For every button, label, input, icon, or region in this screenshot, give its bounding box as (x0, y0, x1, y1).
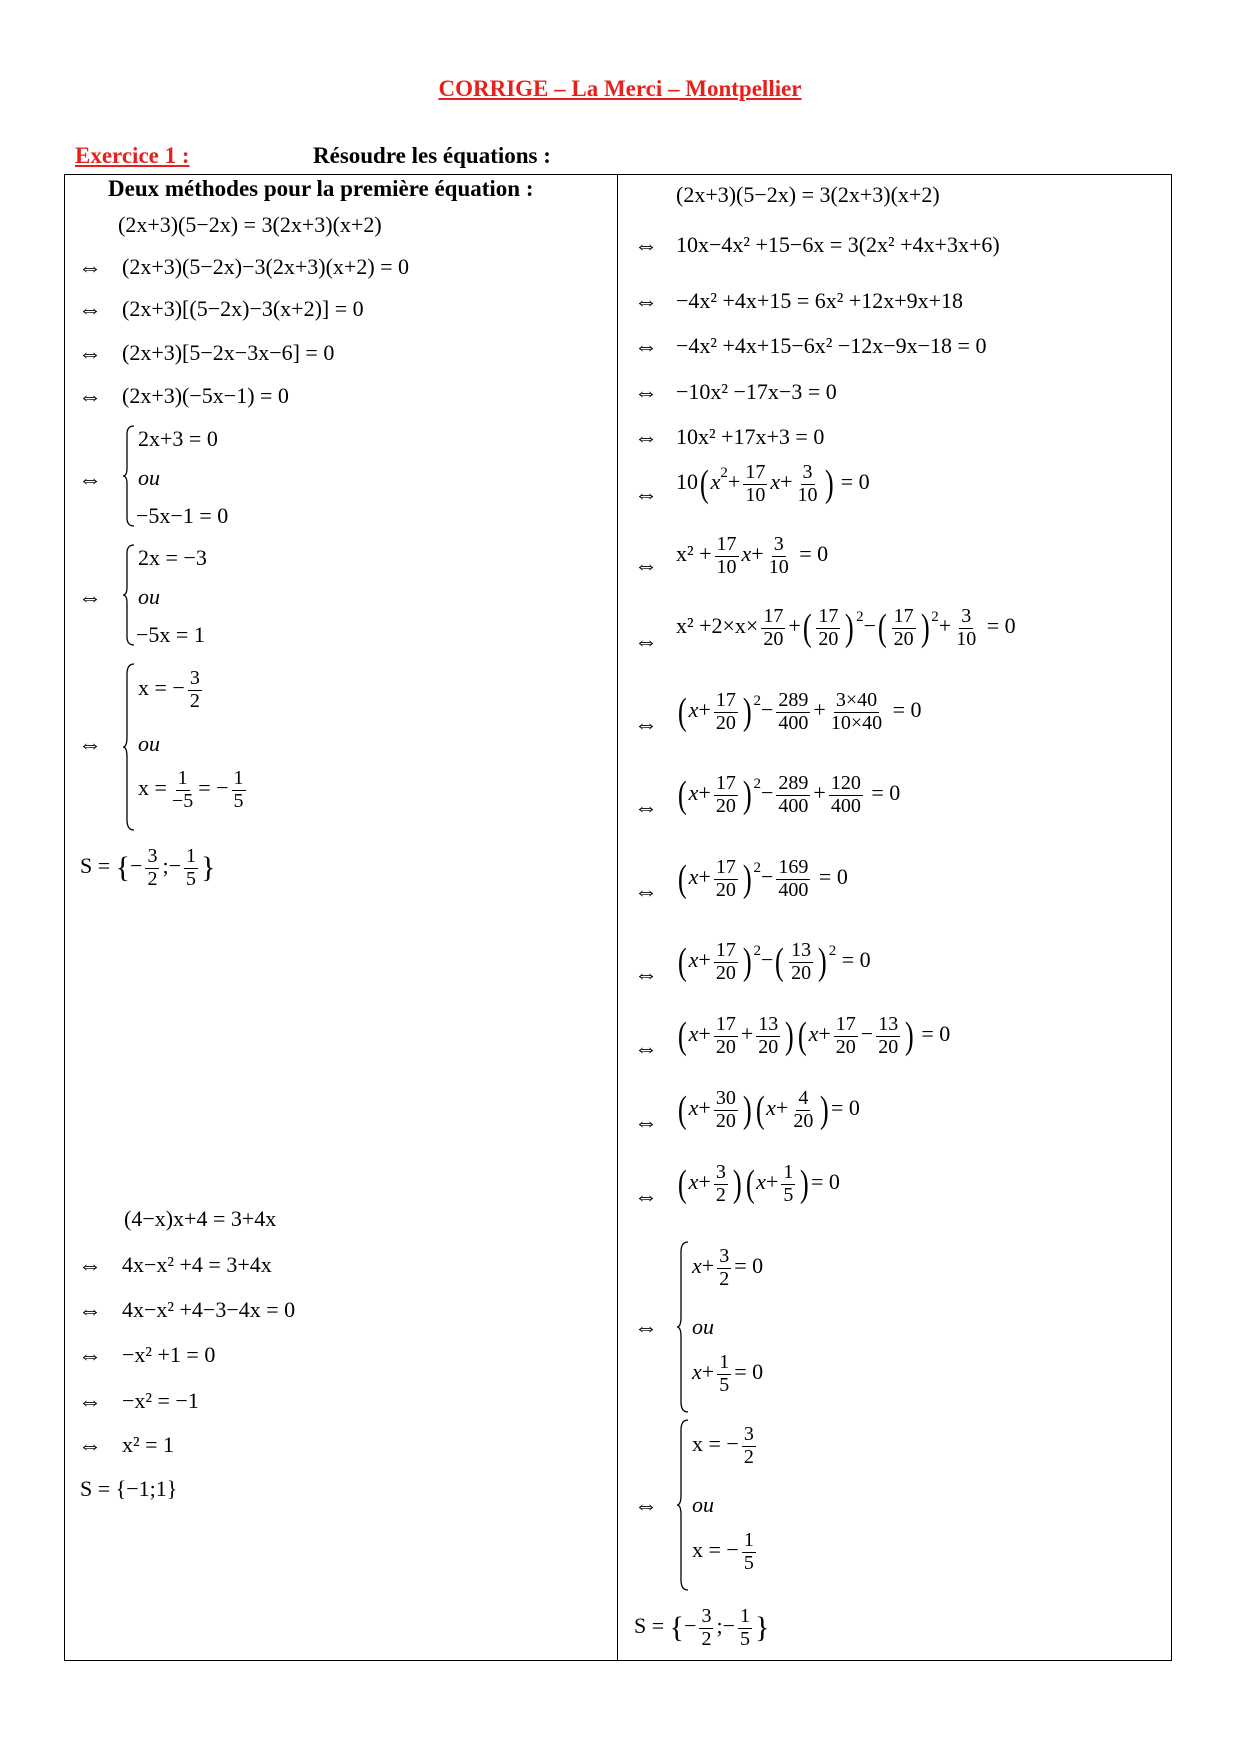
equiv-symbol: ⇔ (634, 233, 658, 259)
equiv-symbol: ⇔ (634, 482, 658, 508)
fraction: $\frac{3}{2}$ (189, 667, 200, 712)
left-eq2-line-3: 4x−x² +4−3−4x = 0 (122, 1297, 296, 1322)
equiv-symbol: ⇔ (634, 879, 658, 905)
equiv-symbol: ⇔ (634, 629, 658, 655)
left-eq2-line-1: (4−x)x+4 = 3+4x (124, 1206, 277, 1231)
left-eq2-line-2: 4x−x² +4 = 3+4x (122, 1252, 272, 1277)
right-line-11: (x+ $\frac{17}{20}$ ) $^2$− $\frac{289}{400}$ + $\frac{120}{400}$ = 0 (677, 772, 901, 817)
right-line-2: 10x−4x² +15−6x = 3(2x² +4x+3x+6) (676, 232, 1000, 257)
exercise-task: Résoudre les équations : (313, 143, 551, 168)
right-line-1: (2x+3)(5−2x) = 3(2x+3)(x+2) (676, 182, 940, 207)
right-line-15: (x+ $\frac{30}{20}$ )(x+ $\frac{4}{20}$ )= 0 (677, 1087, 860, 1132)
equiv-symbol: ⇔ (634, 380, 658, 406)
system-1-line-b: −5x−1 = 0 (136, 503, 229, 528)
fraction: $\frac{1}{-5}$ (171, 767, 194, 812)
right-line-12: (x+ $\frac{17}{20}$ ) $^2$− $\frac{169}{400}$ = 0 (677, 856, 848, 901)
right-solution: S = {− $\frac{3}{2}$ ;− $\frac{1}{5}$ } (634, 1605, 770, 1650)
right-system-2-line-a: x = − $\frac{3}{2}$ (692, 1423, 754, 1468)
right-line-13: (x+ $\frac{17}{20}$ ) $^2$−( $\frac{13}{20}$ ) $^2$ = 0 (677, 939, 871, 984)
right-line-3: −4x² +4x+15 = 6x² +12x+9x+18 (676, 288, 964, 313)
equiv-symbol: ⇔ (634, 553, 658, 579)
left-line-5: (2x+3)(−5x−1) = 0 (122, 383, 289, 408)
left-heading: Deux méthodes pour la première équation : (108, 176, 534, 201)
right-line-6: 10x² +17x+3 = 0 (676, 424, 825, 449)
system-2-ou: ou (138, 584, 160, 609)
equiv-symbol: ⇔ (634, 712, 658, 738)
equiv-symbol: ⇔ (78, 297, 102, 323)
equiv-symbol: ⇔ (634, 334, 658, 360)
system-brace (676, 1240, 690, 1414)
right-system-1-line-a: x+ $\frac{3}{2}$ = 0 (692, 1245, 764, 1290)
equiv-symbol: ⇔ (634, 425, 658, 451)
system-brace (676, 1418, 690, 1592)
left-line-3: (2x+3)[(5−2x)−3(x+2)] = 0 (122, 296, 364, 321)
equiv-symbol: ⇔ (78, 1343, 102, 1369)
page-title: CORRIGE – La Merci – Montpellier (438, 76, 802, 101)
fraction: $\frac{3}{2}$ (147, 845, 158, 890)
equiv-symbol: ⇔ (78, 384, 102, 410)
equiv-symbol: ⇔ (78, 467, 102, 493)
equiv-symbol: ⇔ (634, 289, 658, 315)
right-line-9: x² +2×x× $\frac{17}{20}$ +( $\frac{17}{20}$ ) $^2$−( $\frac{17}{20}$ ) $^2$+ $\frac{3}{10}$ = 0 (676, 605, 1016, 650)
equiv-symbol: ⇔ (634, 1184, 658, 1210)
right-system-2-ou: ou (692, 1492, 714, 1517)
left-line-1: (2x+3)(5−2x) = 3(2x+3)(x+2) (118, 212, 382, 237)
system-brace (122, 543, 136, 647)
right-line-7: $10(x^2+$ $\frac{17}{10}$ x+ $\frac{3}{10}$ ) = 0 (676, 461, 870, 506)
right-system-2-line-b: x = − $\frac{1}{5}$ (692, 1529, 754, 1574)
left-eq2-solution: S = {−1;1} (80, 1476, 178, 1501)
equiv-symbol: ⇔ (78, 732, 102, 758)
right-line-4: −4x² +4x+15−6x² −12x−9x−18 = 0 (676, 333, 987, 358)
equiv-symbol: ⇔ (634, 1493, 658, 1519)
system-1-line-a: 2x+3 = 0 (138, 426, 218, 451)
equiv-symbol: ⇔ (78, 1433, 102, 1459)
right-system-1-ou: ou (692, 1314, 714, 1339)
equiv-symbol: ⇔ (78, 1389, 102, 1415)
right-line-8: x² + $\frac{17}{10}$ x+ $\frac{3}{10}$ = 0 (676, 533, 829, 578)
equiv-symbol: ⇔ (78, 585, 102, 611)
equiv-symbol: ⇔ (634, 962, 658, 988)
left-line-4: (2x+3)[5−2x−3x−6] = 0 (122, 340, 335, 365)
system-2-line-a: 2x = −3 (138, 545, 207, 570)
right-line-10: (x+ $\frac{17}{20}$ ) $^2$− $\frac{289}{400}$ + $\frac{3\times 40}{10\times 40}$ = 0 (677, 689, 922, 734)
left-eq2-line-5: −x² = −1 (122, 1388, 199, 1413)
equiv-symbol: ⇔ (634, 1110, 658, 1136)
equiv-symbol: ⇔ (78, 1298, 102, 1324)
system-3-line-a: x = − $\frac{3}{2}$ (138, 667, 200, 712)
right-line-5: −10x² −17x−3 = 0 (676, 379, 837, 404)
column-divider (617, 174, 618, 1661)
system-brace (122, 424, 136, 528)
system-3-line-b: x = $\frac{1}{-5}$ = − $\frac{1}{5}$ (138, 767, 244, 812)
equiv-symbol: ⇔ (78, 341, 102, 367)
system-3-ou: ou (138, 731, 160, 756)
right-line-14: (x+ $\frac{17}{20}$ + $\frac{13}{20}$ )(x+ $\frac{17}{20}$ − $\frac{13}{20}$ ) = 0 (677, 1013, 951, 1058)
equiv-symbol: ⇔ (634, 1036, 658, 1062)
equiv-symbol: ⇔ (634, 795, 658, 821)
system-brace (122, 662, 136, 832)
exercise-label: Exercice 1 : (75, 143, 190, 168)
system-1-ou: ou (138, 465, 160, 490)
fraction: $\frac{1}{5}$ (186, 845, 197, 890)
left-eq2-line-4: −x² +1 = 0 (122, 1342, 216, 1367)
system-2-line-b: −5x = 1 (136, 622, 205, 647)
equiv-symbol: ⇔ (78, 1253, 102, 1279)
fraction: $\frac{1}{5}$ (233, 767, 244, 812)
right-line-16: (x+ $\frac{3}{2}$ )(x+ $\frac{1}{5}$ )= 0 (677, 1161, 840, 1206)
equiv-symbol: ⇔ (634, 1315, 658, 1341)
equiv-symbol: ⇔ (78, 255, 102, 281)
left-line-2: (2x+3)(5−2x)−3(2x+3)(x+2) = 0 (122, 254, 410, 279)
right-system-1-line-b: x+ $\frac{1}{5}$ = 0 (692, 1351, 764, 1396)
left-solution-1: S = {− $\frac{3}{2}$ ;− $\frac{1}{5}$ } (80, 845, 216, 890)
left-eq2-line-6: x² = 1 (122, 1432, 175, 1457)
